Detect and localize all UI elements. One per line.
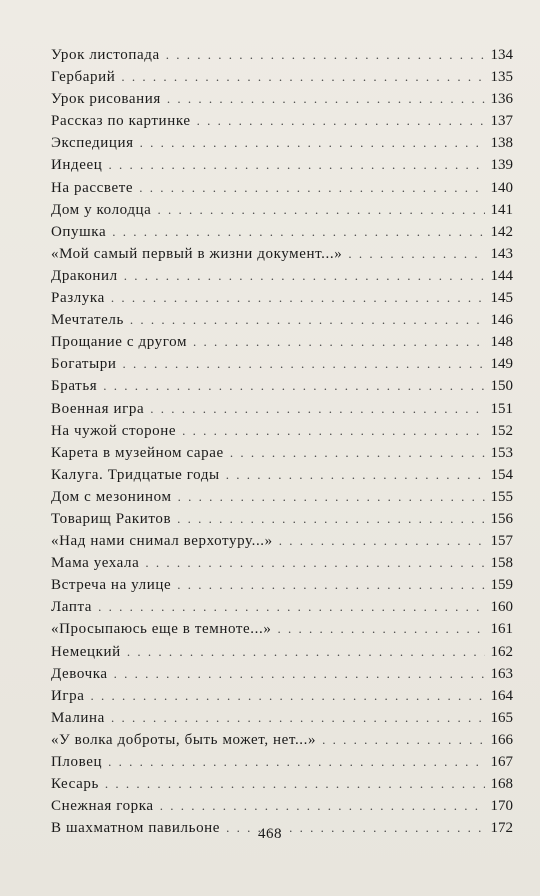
toc-entry-title: Кесарь: [51, 776, 99, 793]
toc-entry-title: Опушка: [51, 223, 107, 240]
toc-entry-page: 146: [490, 312, 513, 329]
page-number: 468: [258, 826, 282, 842]
toc-leader-dots: [121, 66, 485, 88]
toc-entry-title: Дом с мезонином: [51, 488, 172, 505]
toc-entry: [51, 574, 513, 596]
toc-entry: [51, 199, 513, 221]
toc-entry: [51, 596, 513, 618]
toc-entry-title: «Просыпаюсь еще в темноте...»: [51, 621, 272, 638]
toc-entry-title: В шахматном павильоне: [51, 820, 221, 837]
toc-entry-page: 165: [490, 709, 513, 726]
toc-entry-title: Мама уехала: [51, 555, 140, 572]
toc-leader-dots: [124, 265, 485, 287]
toc-entry-title: Мечтатель: [51, 312, 124, 329]
toc-entry: [51, 265, 513, 287]
toc-entry: [51, 552, 513, 574]
toc-entry: [51, 618, 513, 640]
toc-entry: [51, 132, 513, 154]
toc-entry: [51, 66, 513, 88]
toc-entry-title: Товарищ Ракитов: [51, 510, 172, 527]
toc-entry-page: 150: [490, 378, 513, 395]
toc-entry: [51, 287, 513, 309]
toc-entry-page: 135: [490, 69, 513, 86]
toc-entry-page: 153: [490, 444, 513, 461]
toc-leader-dots: [123, 353, 486, 375]
toc-leader-dots: [98, 596, 485, 618]
toc-entry-title: Лапта: [51, 599, 93, 616]
toc-leader-dots: [139, 177, 485, 199]
toc-entry-title: Драконил: [51, 267, 118, 284]
toc-entry: [51, 795, 513, 817]
toc-entry: [51, 464, 513, 486]
toc-entry-page: 154: [490, 466, 513, 483]
toc-entry-page: 160: [490, 599, 513, 616]
toc-entry-page: 142: [490, 223, 513, 240]
toc-leader-dots: [108, 751, 485, 773]
toc-entry-page: 145: [490, 290, 513, 307]
toc-entry-title: Индеец: [51, 157, 103, 174]
toc-entry-title: Калуга. Тридцатые годы: [51, 466, 220, 483]
toc-entry-page: 164: [490, 687, 513, 704]
toc-entry-page: 143: [490, 245, 513, 262]
toc-entry-page: 172: [490, 820, 513, 837]
table-of-contents: [51, 44, 513, 839]
toc-entry: [51, 243, 513, 265]
toc-leader-dots: [140, 132, 485, 154]
toc-entry-title: Малина: [51, 709, 105, 726]
toc-entry-page: 168: [490, 776, 513, 793]
toc-entry-page: 157: [490, 533, 513, 550]
toc-entry-title: «У волка доброты, быть может, нет...»: [51, 731, 317, 748]
toc-leader-dots: [226, 464, 485, 486]
toc-entry: [51, 177, 513, 199]
toc-entry-page: 140: [490, 179, 513, 196]
toc-leader-dots: [230, 442, 485, 464]
toc-leader-dots: [114, 663, 485, 685]
toc-entry: [51, 641, 513, 663]
toc-leader-dots: [111, 287, 485, 309]
toc-entry-title: «Над нами снимал верхотуру...»: [51, 533, 273, 550]
toc-entry-title: Прощание с другом: [51, 334, 188, 351]
toc-leader-dots: [108, 154, 485, 176]
toc-entry-page: 136: [490, 91, 513, 108]
toc-entry-title: Братья: [51, 378, 98, 395]
toc-leader-dots: [112, 221, 485, 243]
toc-entry: [51, 508, 513, 530]
toc-leader-dots: [157, 199, 485, 221]
toc-entry-title: Карета в музейном сарае: [51, 444, 224, 461]
toc-entry-title: Немецкий: [51, 643, 121, 660]
toc-entry-title: На чужой стороне: [51, 422, 177, 439]
toc-entry: [51, 353, 513, 375]
toc-leader-dots: [150, 398, 485, 420]
toc-entry: [51, 309, 513, 331]
toc-entry: [51, 420, 513, 442]
toc-leader-dots: [193, 331, 485, 353]
toc-entry-page: 141: [490, 201, 513, 218]
toc-entry-title: Военная игра: [51, 400, 145, 417]
toc-entry: [51, 88, 513, 110]
toc-entry-page: 163: [490, 665, 513, 682]
toc-entry: [51, 530, 513, 552]
toc-entry: [51, 398, 513, 420]
toc-entry-title: Девочка: [51, 665, 108, 682]
toc-entry-title: Дом у колодца: [51, 201, 152, 218]
toc-leader-dots: [348, 243, 485, 265]
toc-entry: [51, 773, 513, 795]
toc-entry: [51, 707, 513, 729]
toc-leader-dots: [111, 707, 485, 729]
toc-entry-page: 152: [490, 422, 513, 439]
toc-leader-dots: [127, 641, 485, 663]
toc-entry: [51, 110, 513, 132]
toc-entry-page: 166: [490, 731, 513, 748]
toc-entry-title: На рассвете: [51, 179, 134, 196]
toc-entry-page: 134: [490, 47, 513, 63]
toc-entry-title: Разлука: [51, 290, 105, 307]
toc-leader-dots: [177, 574, 485, 596]
toc-entry-title: Богатыри: [51, 356, 117, 373]
toc-entry-page: 149: [490, 356, 513, 373]
toc-entry: [51, 221, 513, 243]
toc-entry-page: 156: [490, 510, 513, 527]
toc-entry-page: 155: [490, 488, 513, 505]
toc-entry: [51, 375, 513, 397]
toc-leader-dots: [130, 309, 485, 331]
toc-leader-dots: [197, 110, 485, 132]
toc-entry-page: 162: [490, 643, 513, 660]
toc-entry: [51, 663, 513, 685]
toc-entry-title: Экспедиция: [51, 135, 134, 152]
toc-entry-page: 138: [490, 135, 513, 152]
toc-leader-dots: [166, 44, 485, 66]
toc-entry-title: Урок рисования: [51, 91, 161, 108]
toc-leader-dots: [145, 552, 485, 574]
toc-entry-title: Встреча на улице: [51, 577, 172, 594]
toc-entry-page: 159: [490, 577, 513, 594]
toc-entry-page: 139: [490, 157, 513, 174]
toc-entry-page: 161: [490, 621, 513, 638]
toc-entry-page: 158: [490, 555, 513, 572]
toc-entry-page: 167: [490, 754, 513, 770]
toc-entry: [51, 44, 513, 66]
toc-entry-title: «Мой самый первый в жизни документ...»: [51, 245, 343, 262]
toc-entry: [51, 331, 513, 353]
toc-entry: [51, 486, 513, 508]
toc-entry-page: 148: [490, 334, 513, 351]
toc-entry-title: Игра: [51, 687, 85, 704]
toc-leader-dots: [105, 773, 485, 795]
toc-entry-title: Снежная горка: [51, 798, 154, 815]
toc-entry: [51, 685, 513, 707]
toc-entry-page: 170: [490, 798, 513, 815]
toc-entry-page: 144: [490, 267, 513, 284]
toc-leader-dots: [322, 729, 485, 751]
toc-entry: [51, 154, 513, 176]
toc-leader-dots: [279, 530, 485, 552]
toc-entry-title: Гербарий: [51, 69, 116, 86]
toc-leader-dots: [177, 508, 485, 530]
toc-entry: [51, 442, 513, 464]
toc-entry-page: 137: [490, 113, 513, 130]
toc-leader-dots: [178, 486, 485, 508]
toc-leader-dots: [182, 420, 485, 442]
toc-leader-dots: [167, 88, 485, 110]
toc-leader-dots: [103, 375, 485, 397]
toc-leader-dots: [277, 618, 485, 640]
toc-entry-page: 151: [490, 400, 513, 417]
toc-leader-dots: [160, 795, 485, 817]
toc-entry-title: Рассказ по картинке: [51, 113, 191, 130]
toc-entry: [51, 729, 513, 751]
toc-entry-title: Урок листопада: [51, 47, 160, 63]
toc-entry-title: Пловец: [51, 754, 103, 770]
toc-leader-dots: [91, 685, 485, 707]
toc-entry: [51, 751, 513, 773]
